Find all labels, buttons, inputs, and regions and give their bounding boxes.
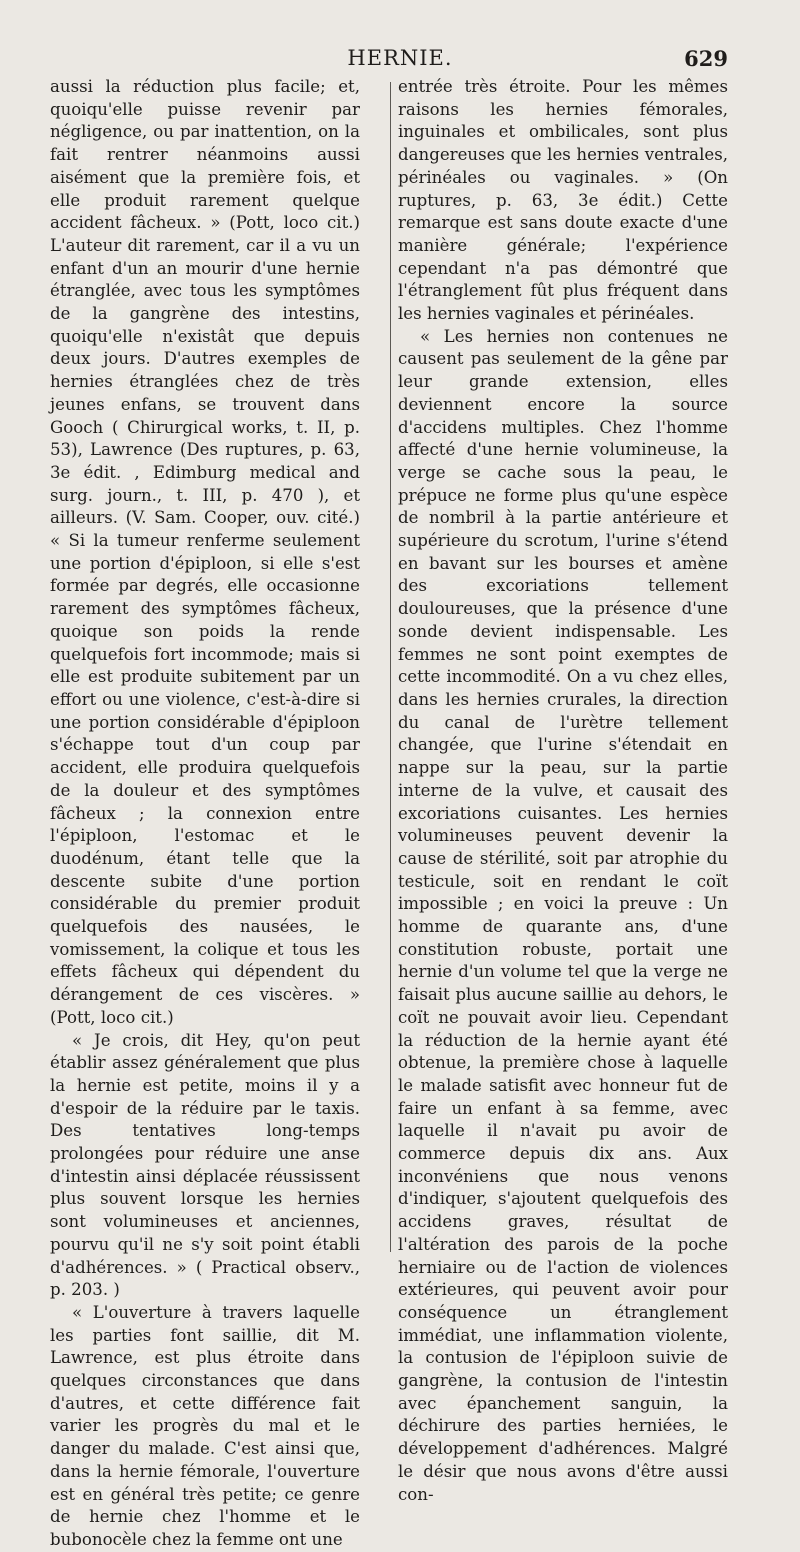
right-column — [398, 76, 728, 1506]
left-paragraph-3: « L'ouverture à travers laquelle les parties font saillie, dit M. Lawrence, est plus étroite dans quelques circonstances que dans d'autres, et cette différence fait varier les progrès du mal et le danger du malade. C'est ainsi que, dans la hernie fémorale, l'ouverture est en général très petite; ce genre de hernie chez l'homme et le bubonocèle chez la femme ont une — [50, 1302, 360, 1549]
right-paragraph-1: entrée très étroite. Pour les mêmes raisons les hernies fémorales, inguinales et ombilicales, sont plus dangereuses que les hernies ventrales, périnéales ou vaginales. » (On ruptures, p. 63, 3e édit.) Cette remarque est sans doute exacte d'une manière générale; l'expérience cependant n'a pas démontré que l'étranglement fût plus fréquent dans les hernies vaginales et périnéales. — [398, 77, 728, 324]
left-column — [50, 76, 360, 1552]
column-divider — [390, 82, 391, 1252]
left-paragraph-2: « Je crois, dit Hey, qu'on peut établir assez généralement que plus la hernie est petite, moins il y a d'espoir de la réduire par le taxis. Des tentatives long-temps prolongées pour réduire une anse d'intestin ainsi déplacée réussissent plus souvent lorsque les hernies sont volumineuses et anciennes, pourvu qu'il ne s'y soit point établi d'adhérences. » ( Practical observ., p. 203. ) — [50, 1030, 360, 1300]
right-paragraph-2: « Les hernies non contenues ne causent pas seulement de la gêne par leur grande extension, elles deviennent encore la source d'accidens multiples. Chez l'homme affecté d'une hernie volumineuse, la verge se cache sous la peau, le prépuce ne forme plus qu'une espèce de nombril à la partie antérieure et supérieure du scrotum, l'urine s'étend en bavant sur les bourses et amène des excoriations tellement douloureuses, que la présence d'une sonde devient indispensable. Les femmes ne sont point exemptes de cette incommodité. On a vu chez elles, dans les hernies crurales, la direction du canal de l'urètre tellement changée, que l'urine s'étendait en nappe sur la peau, sur la partie interne de la vulve, et causait des excoriations cuisantes. Les hernies volumineuses peuvent devenir la cause de stérilité, soit par atrophie du testicule, soit en rendant le coït impossible ; en voici la preuve : Un homme de quarante ans, d'une constitution robuste, portait une hernie d'un volume tel que la verge ne faisait plus aucune saillie au dehors, le coït ne pouvait avoir lieu. Cependant la réduction de la hernie ayant été obtenue, la première chose à laquelle le malade satisfit avec honneur fut de faire un enfant à sa femme, avec laquelle il n'avait pu avoir de commerce depuis dix ans. Aux inconvéniens que nous venons d'indiquer, s'ajoutent quelquefois des accidens graves, résultat de l'altération des parois de la poche herniaire ou de l'action de violences extérieures, qui peuvent avoir pour conséquence un étranglement immédiat, une inflammation violente, la contusion de l'épiploon suivie de gangrène, la contusion de l'intestin avec épanchement sanguin, la déchirure des parties herniées, le développement d'adhérences. Malgré le désir que nous avons d'être aussi con- — [398, 326, 728, 1504]
left-paragraph-1: aussi la réduction plus facile; et, quoiqu'elle puisse revenir par négligence, ou par inattention, on la fait rentrer néanmoins aussi aisément que la première fois, et elle produit rarement quelque accident fâcheux. » (Pott, loco cit.) L'auteur dit rarement, car il a vu un enfant d'un an mourir d'une hernie étranglée, avec tous les symptômes de la gangrène des intestins, quoiqu'elle n'existât que depuis deux jours. D'autres exemples de hernies étranglées chez de très jeunes enfans, se trouvent dans Gooch ( Chirurgical works, t. II, p. 53), Lawrence (Des ruptures, p. 63, 3e édit. , Edimburg medical and surg. journ., t. III, p. 470 ), et ailleurs. (V. Sam. Cooper, ouv. cité.) « Si la tumeur renferme seulement une portion d'épiploon, si elle s'est formée par degrés, elle occasionne rarement des symptômes fâcheux, quoique son poids la rende quelquefois fort incommode; mais si elle est produite subitement par un effort ou une violence, c'est-à-dire si une portion considérable d'épiploon s'échappe tout d'un coup par accident, elle produira quelquefois de la douleur et des symptômes fâcheux ; la connexion entre l'épiploon, l'estomac et le duodénum, étant telle que la descente subite d'une portion considérable du premier produit quelquefois des nausées, le vomissement, la colique et tous les effets fâcheux qui dépendent du dérangement de ces viscères. » (Pott, loco cit.) — [50, 77, 360, 1027]
page-number: 629 — [684, 46, 728, 71]
running-title: HERNIE. — [347, 46, 453, 70]
page-header — [0, 46, 800, 76]
